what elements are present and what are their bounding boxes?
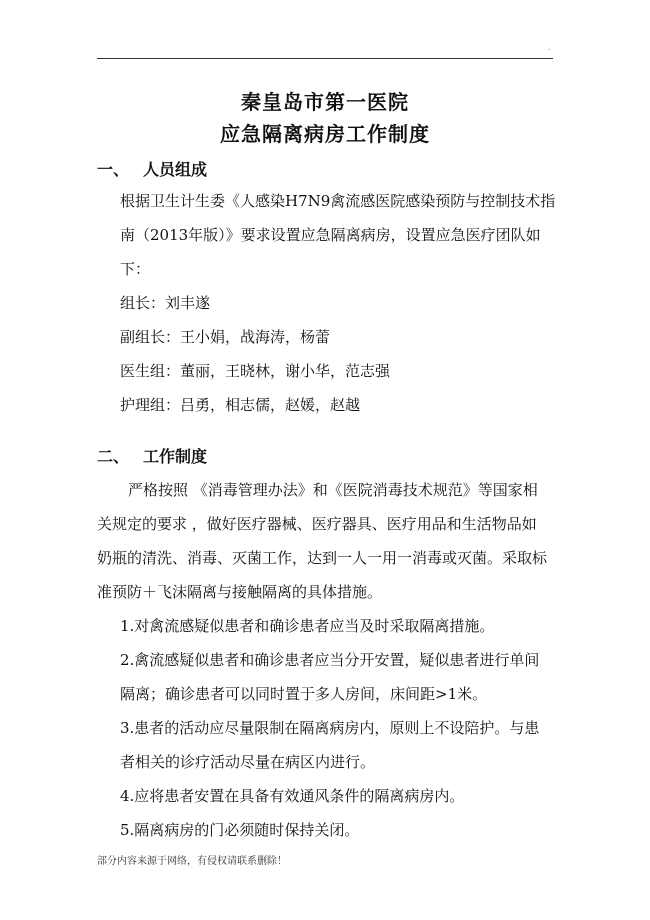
section-1-number: 一、 <box>97 160 130 179</box>
document-title: 秦皇岛市第一医院 <box>241 90 409 114</box>
section-1-intro-line: 南（2013年版）》要求设置应急隔离病房，设置应急医疗团队如 <box>120 226 541 244</box>
section-2-heading <box>97 444 207 467</box>
rule-item-2: 2.禽流感疑似患者和确诊患者应当分开安置，疑似患者进行单间 <box>120 651 540 669</box>
team-nurses: 护理组：吕勇，相志儒，赵媛，赵越 <box>120 396 361 414</box>
team-deputy-leaders: 副组长：王小娟，战海涛，杨蕾 <box>120 328 331 346</box>
section-2-para-line: 关规定的要求 ，做好医疗器械、医疗器具、医疗用品和生活物品如 <box>97 515 537 533</box>
header-mark: . <box>548 43 551 52</box>
rule-item-2-cont: 隔离；确诊患者可以同时置于多人房间，床间距>1米。 <box>120 685 488 703</box>
section-2-para-line: 奶瓶的清洗、消毒、灭菌工作，达到一人一用一消毒或灭菌。采取标 <box>97 549 548 567</box>
rule-item-5: 5.隔离病房的门必须随时保持关闭。 <box>120 821 360 839</box>
footer-disclaimer: 部分内容来源于网络，有侵权请联系删除！ <box>97 856 287 867</box>
header-rule <box>97 58 553 59</box>
team-doctors: 医生组：董丽，王晓林，谢小华，范志强 <box>120 362 391 380</box>
rule-item-1: 1.对禽流感疑似患者和确诊患者应当及时采取隔离措施。 <box>120 617 495 635</box>
section-2-number: 二、 <box>97 447 130 466</box>
document-subtitle: 应急隔离病房工作制度 <box>220 122 430 146</box>
section-2-para-line: 严格按照 《消毒管理办法》和《医院消毒技术规范》等国家相 <box>128 481 538 499</box>
section-1-title: 人员组成 <box>143 160 208 179</box>
rule-item-3: 3.患者的活动应尽量限制在隔离病房内，原则上不设陪护。与患 <box>120 719 540 737</box>
rule-item-4: 4.应将患者安置在具备有效通风条件的隔离病房内。 <box>120 787 465 805</box>
team-leader: 组长：刘丰遂 <box>120 294 211 312</box>
section-1-intro-line: 下： <box>120 260 151 278</box>
rule-item-3-cont: 者相关的诊疗活动尽量在病区内进行。 <box>120 753 376 771</box>
section-2-para-line: 准预防＋飞沫隔离与接触隔离的具体措施。 <box>97 583 383 601</box>
section-1-intro-line: 根据卫生计生委《人感染H7N9禽流感医院感染预防与控制技术指 <box>120 192 556 210</box>
section-1-heading <box>97 157 207 180</box>
section-2-title: 工作制度 <box>143 447 208 466</box>
